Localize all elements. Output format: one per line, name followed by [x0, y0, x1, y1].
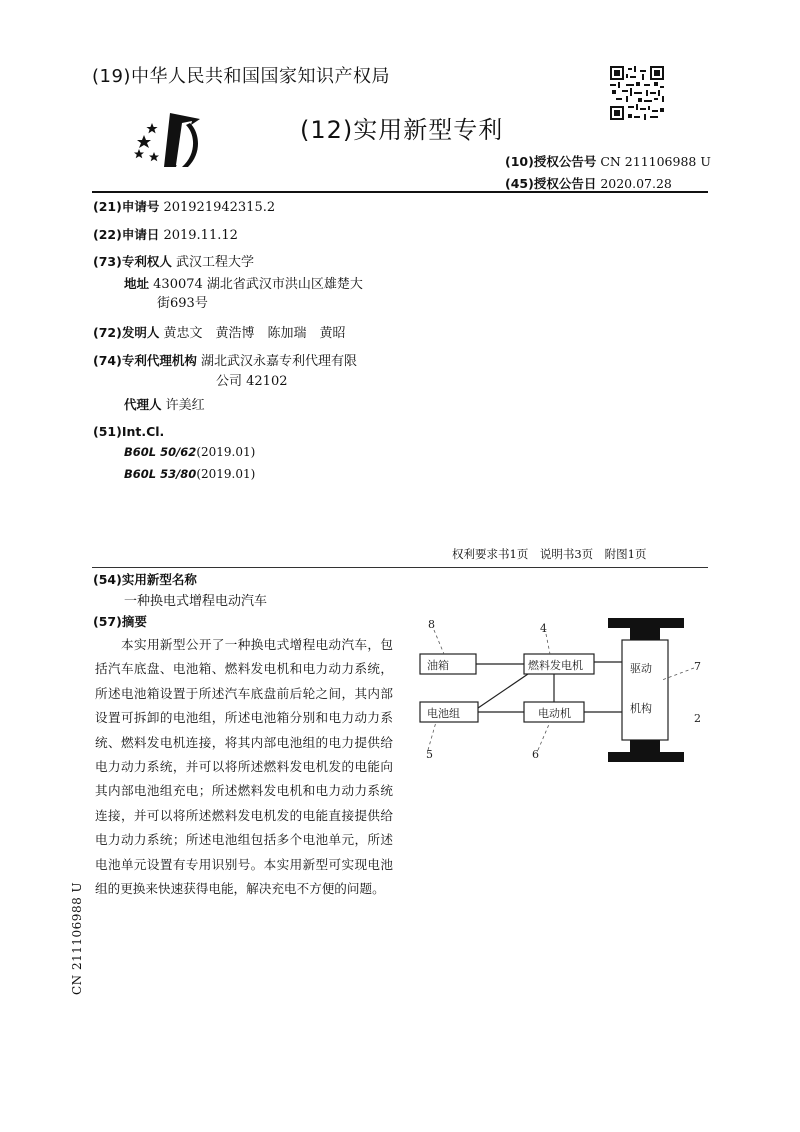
- publication-number: [505, 152, 711, 170]
- publication-date-value: 2020.07.28: [600, 176, 672, 191]
- publication-date-label: (45)授权公告日: [505, 176, 597, 191]
- address-line-1: 430074 湖北省武汉市洪山区雄楚大: [153, 277, 363, 292]
- inventors-value: 黄忠文 黄浩博 陈加瑞 黄昭: [163, 326, 346, 341]
- inventors: [93, 324, 345, 343]
- header-divider: [92, 191, 708, 193]
- publication-number-label: (10)授权公告号: [505, 154, 597, 169]
- patentee-label: (73)专利权人: [93, 254, 172, 269]
- ipc-entry: [124, 445, 255, 459]
- ref-6: 6: [532, 748, 539, 761]
- ref-4: 4: [540, 622, 547, 635]
- battery-generator-line: [478, 674, 528, 708]
- qr-code-icon: [610, 66, 664, 120]
- application-number: [93, 198, 275, 217]
- publication-number-value: CN 211106988 U: [600, 154, 711, 169]
- address: [124, 275, 363, 294]
- star-icon: [134, 149, 144, 158]
- address-line-2: 街693号: [157, 296, 208, 311]
- application-number-label: (21)申请号: [93, 199, 160, 214]
- generator-label: 燃料发电机: [528, 659, 583, 672]
- axle-top: [630, 628, 660, 640]
- agent-value: 许美红: [165, 398, 205, 413]
- agent-label: 代理人: [124, 397, 162, 412]
- leader-4: [546, 634, 550, 654]
- ipc-date: (2019.01): [196, 467, 256, 481]
- patent-agency-label: (74)专利代理机构: [93, 353, 197, 368]
- patent-agency-line-1: 湖北武汉永嘉专利代理有限: [200, 354, 357, 369]
- axle-bottom: [630, 740, 660, 752]
- ipc-label: (51)Int.Cl.: [93, 424, 165, 439]
- wheel-front-top: [608, 618, 684, 628]
- ipc-date: (2019.01): [196, 445, 256, 459]
- inventors-label: (72)发明人: [93, 325, 160, 340]
- agent: [124, 396, 205, 415]
- office-name: (19)中华人民共和国国家知识产权局: [92, 66, 390, 87]
- leader-6: [538, 722, 550, 750]
- star-icon: [146, 123, 157, 133]
- leader-8: [434, 630, 444, 654]
- drive-label-2: 机构: [630, 702, 652, 715]
- drive-mechanism-box: [622, 640, 668, 740]
- ref-2: 2: [694, 712, 701, 725]
- document-title: (12)实用新型专利: [300, 116, 504, 144]
- application-number-value: 201921942315.2: [163, 200, 276, 215]
- ref-5: 5: [426, 748, 433, 761]
- patentee-value: 武汉工程大学: [175, 255, 254, 270]
- patent-agency-line-2: 公司 42102: [216, 374, 288, 389]
- ipc-code: B60L 53/80: [124, 467, 197, 481]
- patent-agency: [93, 352, 357, 371]
- cnipa-logo-icon: [130, 105, 210, 175]
- drive-label-1: 驱动: [630, 662, 652, 675]
- ref-7: 7: [694, 660, 701, 673]
- application-date: [93, 226, 238, 245]
- ipc-entry: [124, 467, 255, 481]
- utility-model-name: 一种换电式增程电动汽车: [124, 594, 268, 609]
- ipc-code: B60L 50/62: [124, 445, 197, 459]
- battery-label: 电池组: [427, 707, 460, 720]
- abstract-label: (57)摘要: [93, 614, 147, 629]
- publication-date: [505, 174, 672, 192]
- side-publication-number: CN 211106988 U: [70, 881, 84, 995]
- leader-5: [428, 722, 436, 750]
- application-date-label: (22)申请日: [93, 227, 160, 242]
- section-divider: [92, 567, 708, 568]
- address-label: 地址: [124, 276, 150, 291]
- star-icon: [137, 135, 151, 148]
- ref-8: 8: [428, 618, 435, 631]
- application-date-value: 2019.11.12: [163, 228, 238, 243]
- patentee: [93, 253, 254, 272]
- abstract-text: 本实用新型公开了一种换电式增程电动汽车，包括汽车底盘、电池箱、燃料发电机和电力动力系统，所述电池箱设置于所述汽车底盘前后轮之间，其内部设置可拆卸的电池组，所述电池箱分别和电力动力系统、燃料发电机连接，将其内部电池组的电力提供给电力动力系统，并可以将所述燃料发电机发的电能向其内部电池组充电；所述燃料发电机和电力动力系统连接，并可以将所述燃料发电机发的电能直接提供给电力动力系统；所述电池组包括多个电池单元，所述电池单元设置有专用识别号。本实用新型可实现电池组的更换来快速获得电能，解决充电不方便的问题。: [95, 637, 393, 897]
- page-count-info: 权利要求书1页 说明书3页 附图1页: [452, 547, 647, 561]
- abstract-diagram: [400, 610, 710, 770]
- utility-model-name-label: (54)实用新型名称: [93, 572, 197, 587]
- wheel-rear-bottom: [608, 752, 684, 762]
- star-icon: [149, 152, 159, 161]
- fuel-tank-label: 油箱: [427, 659, 449, 672]
- motor-label: 电动机: [538, 707, 571, 720]
